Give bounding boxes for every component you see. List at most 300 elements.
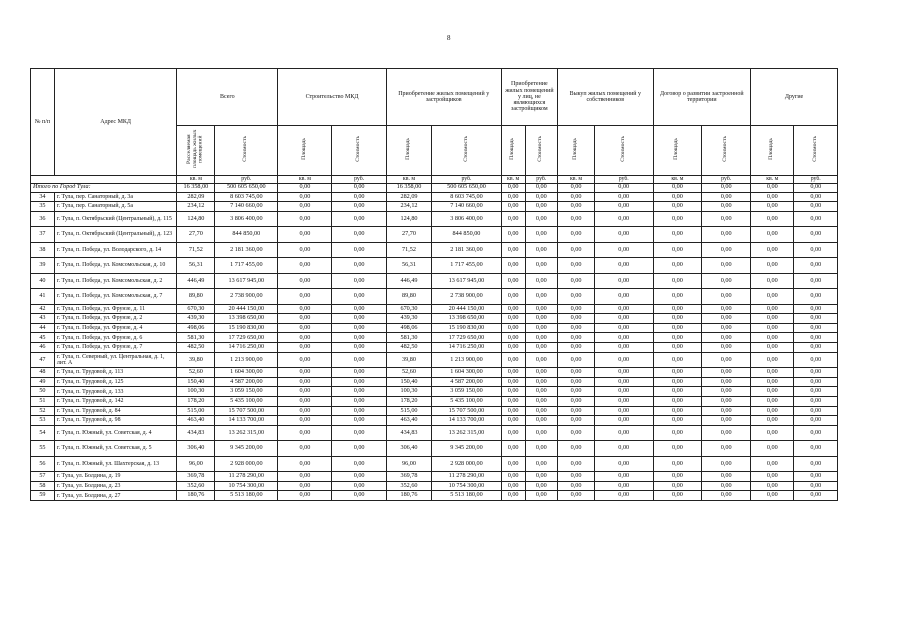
- total-value: 500 605 650,00: [215, 183, 278, 192]
- row-number: 39: [31, 258, 55, 274]
- row-zero-value: 0,00: [525, 211, 558, 227]
- row-zero-value: 0,00: [501, 491, 525, 501]
- row-zero-value: 0,00: [558, 227, 595, 243]
- table-row: [31, 387, 838, 397]
- row-zero-value: 0,00: [702, 258, 751, 274]
- row-developer-cost: 2 928 000,00: [432, 456, 501, 472]
- row-zero-value: 0,00: [751, 396, 794, 406]
- row-zero-value: 0,00: [702, 227, 751, 243]
- row-zero-value: 0,00: [501, 343, 525, 353]
- row-zero-value: 0,00: [501, 472, 525, 482]
- row-zero-value: 0,00: [653, 323, 702, 333]
- row-zero-value: 0,00: [594, 481, 653, 491]
- subheader-cell: Площадь: [653, 126, 702, 176]
- row-zero-value: 0,00: [751, 441, 794, 457]
- row-developer-area: 306,40: [386, 441, 432, 457]
- row-zero-value: 0,00: [751, 227, 794, 243]
- row-zero-value: 0,00: [525, 273, 558, 289]
- row-zero-value: 0,00: [751, 258, 794, 274]
- table-row: [31, 472, 838, 482]
- row-zero-value: 0,00: [751, 314, 794, 324]
- col-num-header: № п/п: [31, 69, 55, 176]
- row-number: 42: [31, 304, 55, 314]
- row-area: 439,30: [177, 314, 215, 324]
- row-cost: 14 716 250,00: [215, 343, 278, 353]
- total-value: 0,00: [525, 183, 558, 192]
- subheader-cell: Стоимость: [594, 126, 653, 176]
- row-developer-area: 124,80: [386, 211, 432, 227]
- row-number: 57: [31, 472, 55, 482]
- row-zero-value: 0,00: [501, 202, 525, 212]
- row-zero-value: 0,00: [653, 368, 702, 378]
- row-construction-cost: 0,00: [332, 211, 386, 227]
- row-developer-area: 39,80: [386, 352, 432, 368]
- row-zero-value: 0,00: [794, 192, 838, 202]
- row-area: 39,80: [177, 352, 215, 368]
- total-value: 0,00: [501, 183, 525, 192]
- row-zero-value: 0,00: [702, 406, 751, 416]
- table-row: [31, 425, 838, 441]
- row-developer-cost: 1 717 455,00: [432, 258, 501, 274]
- row-developer-area: 463,40: [386, 416, 432, 426]
- row-address: г. Тула, п. Октябрьский (Центральный), д. 115: [54, 211, 177, 227]
- row-developer-area: 369,78: [386, 472, 432, 482]
- row-zero-value: 0,00: [558, 289, 595, 305]
- row-zero-value: 0,00: [594, 192, 653, 202]
- row-zero-value: 0,00: [794, 227, 838, 243]
- row-construction-cost: 0,00: [332, 491, 386, 501]
- row-zero-value: 0,00: [653, 314, 702, 324]
- row-zero-value: 0,00: [525, 396, 558, 406]
- row-zero-value: 0,00: [525, 387, 558, 397]
- row-zero-value: 0,00: [525, 491, 558, 501]
- row-zero-value: 0,00: [702, 192, 751, 202]
- row-zero-value: 0,00: [794, 242, 838, 258]
- row-construction-cost: 0,00: [332, 227, 386, 243]
- row-zero-value: 0,00: [702, 377, 751, 387]
- row-construction-area: 0,00: [278, 211, 332, 227]
- row-zero-value: 0,00: [594, 416, 653, 426]
- units-row: [31, 175, 838, 183]
- row-zero-value: 0,00: [501, 258, 525, 274]
- row-area: 482,50: [177, 343, 215, 353]
- total-value: 16 358,00: [177, 183, 215, 192]
- row-zero-value: 0,00: [558, 472, 595, 482]
- row-zero-value: 0,00: [594, 387, 653, 397]
- row-number: 44: [31, 323, 55, 333]
- row-zero-value: 0,00: [653, 352, 702, 368]
- row-zero-value: 0,00: [794, 304, 838, 314]
- row-zero-value: 0,00: [751, 202, 794, 212]
- row-address: г. Тула, п. Победа, ул. Фрунзе, д. 6: [54, 333, 177, 343]
- row-developer-cost: 10 754 300,00: [432, 481, 501, 491]
- row-zero-value: 0,00: [558, 211, 595, 227]
- row-number: 53: [31, 416, 55, 426]
- row-address: г. Тула, п. Трудовой, д. 125: [54, 377, 177, 387]
- row-area: 89,80: [177, 289, 215, 305]
- row-zero-value: 0,00: [751, 211, 794, 227]
- row-construction-area: 0,00: [278, 289, 332, 305]
- row-zero-value: 0,00: [594, 258, 653, 274]
- row-zero-value: 0,00: [794, 491, 838, 501]
- row-number: 40: [31, 273, 55, 289]
- unit-cell: руб.: [702, 175, 751, 183]
- row-area: 434,83: [177, 425, 215, 441]
- row-area: 446,49: [177, 273, 215, 289]
- row-cost: 1 717 455,00: [215, 258, 278, 274]
- row-zero-value: 0,00: [594, 289, 653, 305]
- row-developer-area: 581,30: [386, 333, 432, 343]
- row-zero-value: 0,00: [751, 456, 794, 472]
- unit-cell: руб.: [525, 175, 558, 183]
- row-address: г. Тула, п. Победа, ул. Володарского, д. 14: [54, 242, 177, 258]
- row-zero-value: 0,00: [558, 406, 595, 416]
- row-zero-value: 0,00: [751, 242, 794, 258]
- row-cost: 14 133 700,00: [215, 416, 278, 426]
- row-zero-value: 0,00: [501, 441, 525, 457]
- row-zero-value: 0,00: [525, 377, 558, 387]
- table-row: [31, 456, 838, 472]
- row-number: 58: [31, 481, 55, 491]
- table-row: [31, 377, 838, 387]
- row-zero-value: 0,00: [702, 472, 751, 482]
- row-zero-value: 0,00: [702, 491, 751, 501]
- row-number: 51: [31, 396, 55, 406]
- row-cost: 17 729 650,00: [215, 333, 278, 343]
- row-zero-value: 0,00: [702, 333, 751, 343]
- row-zero-value: 0,00: [794, 368, 838, 378]
- row-area: 52,60: [177, 368, 215, 378]
- unit-cell: кв. м: [278, 175, 332, 183]
- row-developer-area: 180,76: [386, 491, 432, 501]
- row-address: г. Тула, ул. Болдина, д. 19: [54, 472, 177, 482]
- row-zero-value: 0,00: [653, 333, 702, 343]
- row-construction-cost: 0,00: [332, 258, 386, 274]
- table-row: [31, 441, 838, 457]
- row-zero-value: 0,00: [558, 273, 595, 289]
- row-zero-value: 0,00: [751, 343, 794, 353]
- table-row: [31, 258, 838, 274]
- row-cost: 11 278 290,00: [215, 472, 278, 482]
- row-zero-value: 0,00: [594, 472, 653, 482]
- row-zero-value: 0,00: [794, 406, 838, 416]
- unit-cell: руб.: [594, 175, 653, 183]
- row-zero-value: 0,00: [558, 352, 595, 368]
- row-zero-value: 0,00: [702, 352, 751, 368]
- row-zero-value: 0,00: [525, 472, 558, 482]
- row-area: 178,20: [177, 396, 215, 406]
- row-zero-value: 0,00: [702, 387, 751, 397]
- row-developer-cost: 14 133 700,00: [432, 416, 501, 426]
- row-zero-value: 0,00: [702, 211, 751, 227]
- row-cost: 2 181 360,00: [215, 242, 278, 258]
- row-construction-area: 0,00: [278, 202, 332, 212]
- subheader-cell: Стоимость: [525, 126, 558, 176]
- row-area: 463,40: [177, 416, 215, 426]
- unit-cell: руб.: [794, 175, 838, 183]
- row-zero-value: 0,00: [594, 227, 653, 243]
- row-zero-value: 0,00: [702, 481, 751, 491]
- row-zero-value: 0,00: [751, 289, 794, 305]
- row-developer-area: 352,60: [386, 481, 432, 491]
- total-value: 0,00: [278, 183, 332, 192]
- subheader-cell: Расселяемая площадь жилых помещений: [177, 126, 215, 176]
- group-header-development-contract: Договор о развитии застроенной территории: [653, 69, 751, 126]
- row-zero-value: 0,00: [525, 481, 558, 491]
- row-zero-value: 0,00: [525, 289, 558, 305]
- row-zero-value: 0,00: [653, 456, 702, 472]
- row-construction-area: 0,00: [278, 242, 332, 258]
- row-zero-value: 0,00: [594, 273, 653, 289]
- resettlement-table: [30, 68, 838, 501]
- row-zero-value: 0,00: [558, 314, 595, 324]
- row-zero-value: 0,00: [751, 425, 794, 441]
- row-zero-value: 0,00: [751, 491, 794, 501]
- row-construction-area: 0,00: [278, 304, 332, 314]
- row-zero-value: 0,00: [525, 227, 558, 243]
- row-construction-cost: 0,00: [332, 289, 386, 305]
- row-construction-cost: 0,00: [332, 314, 386, 324]
- row-developer-area: 27,70: [386, 227, 432, 243]
- row-zero-value: 0,00: [702, 425, 751, 441]
- row-zero-value: 0,00: [501, 456, 525, 472]
- row-area: 71,52: [177, 242, 215, 258]
- row-zero-value: 0,00: [594, 441, 653, 457]
- col-address-header: Адрес МКД: [54, 69, 177, 176]
- row-zero-value: 0,00: [501, 192, 525, 202]
- group-header-buyout: Выкуп жилых помещений у собственников: [558, 69, 653, 126]
- table-row: [31, 273, 838, 289]
- row-zero-value: 0,00: [594, 323, 653, 333]
- header-row: [31, 69, 838, 126]
- table-row: [31, 192, 838, 202]
- row-address: г. Тула, п. Трудовой, д. 113: [54, 368, 177, 378]
- row-zero-value: 0,00: [558, 377, 595, 387]
- row-number: 52: [31, 406, 55, 416]
- table-row: [31, 211, 838, 227]
- subheader-cell: Стоимость: [794, 126, 838, 176]
- row-address: г. Тула, пер. Санаторный, д. 3а: [54, 192, 177, 202]
- total-row: [31, 183, 838, 192]
- row-zero-value: 0,00: [653, 387, 702, 397]
- row-zero-value: 0,00: [525, 258, 558, 274]
- row-number: 59: [31, 491, 55, 501]
- row-developer-cost: 14 716 250,00: [432, 343, 501, 353]
- row-zero-value: 0,00: [558, 258, 595, 274]
- row-construction-area: 0,00: [278, 491, 332, 501]
- row-zero-value: 0,00: [594, 491, 653, 501]
- row-address: г. Тула, пер. Санаторный, д. 5а: [54, 202, 177, 212]
- row-cost: 9 345 200,00: [215, 441, 278, 457]
- row-address: г. Тула, п. Южный, ул. Советская, д. 4: [54, 425, 177, 441]
- row-zero-value: 0,00: [653, 491, 702, 501]
- row-zero-value: 0,00: [501, 211, 525, 227]
- row-zero-value: 0,00: [751, 273, 794, 289]
- row-construction-cost: 0,00: [332, 472, 386, 482]
- subheader-cell: Площадь: [501, 126, 525, 176]
- unit-cell: руб.: [432, 175, 501, 183]
- row-construction-area: 0,00: [278, 323, 332, 333]
- subheader-cell: Стоимость: [702, 126, 751, 176]
- row-zero-value: 0,00: [653, 227, 702, 243]
- row-zero-value: 0,00: [702, 368, 751, 378]
- row-cost: 10 754 300,00: [215, 481, 278, 491]
- unit-cell: руб.: [332, 175, 386, 183]
- row-developer-cost: 1 213 900,00: [432, 352, 501, 368]
- row-zero-value: 0,00: [525, 304, 558, 314]
- row-developer-cost: 4 587 200,00: [432, 377, 501, 387]
- total-value: 16 358,00: [386, 183, 432, 192]
- row-area: 498,06: [177, 323, 215, 333]
- row-cost: 1 604 300,00: [215, 368, 278, 378]
- row-developer-cost: 11 278 290,00: [432, 472, 501, 482]
- row-zero-value: 0,00: [525, 406, 558, 416]
- row-zero-value: 0,00: [794, 481, 838, 491]
- row-zero-value: 0,00: [594, 211, 653, 227]
- row-address: г. Тула, п. Победа, ул. Фрунзе, д. 7: [54, 343, 177, 353]
- row-cost: 13 398 650,00: [215, 314, 278, 324]
- row-zero-value: 0,00: [558, 491, 595, 501]
- subheader-cell: Стоимость: [432, 126, 501, 176]
- row-address: г. Тула, п. Победа, ул. Фрунзе, д. 4: [54, 323, 177, 333]
- row-zero-value: 0,00: [653, 396, 702, 406]
- row-developer-area: 439,30: [386, 314, 432, 324]
- group-header-total: Всего: [177, 69, 278, 126]
- row-zero-value: 0,00: [501, 242, 525, 258]
- row-number: 48: [31, 368, 55, 378]
- row-area: 670,30: [177, 304, 215, 314]
- row-construction-area: 0,00: [278, 441, 332, 457]
- row-number: 45: [31, 333, 55, 343]
- row-address: г. Тула, п. Победа, ул. Фрунзе, д. 2: [54, 314, 177, 324]
- row-area: 150,40: [177, 377, 215, 387]
- row-construction-area: 0,00: [278, 425, 332, 441]
- row-zero-value: 0,00: [525, 425, 558, 441]
- table-row: [31, 242, 838, 258]
- row-address: г. Тула, п. Победа, ул. Комсомольская, д. 10: [54, 258, 177, 274]
- row-developer-area: 434,83: [386, 425, 432, 441]
- row-number: 43: [31, 314, 55, 324]
- row-zero-value: 0,00: [525, 368, 558, 378]
- row-zero-value: 0,00: [558, 441, 595, 457]
- row-zero-value: 0,00: [794, 441, 838, 457]
- row-zero-value: 0,00: [558, 343, 595, 353]
- row-developer-cost: 13 617 945,00: [432, 273, 501, 289]
- row-developer-cost: 1 604 300,00: [432, 368, 501, 378]
- row-zero-value: 0,00: [653, 416, 702, 426]
- row-zero-value: 0,00: [794, 211, 838, 227]
- row-cost: 1 213 900,00: [215, 352, 278, 368]
- row-construction-area: 0,00: [278, 416, 332, 426]
- row-zero-value: 0,00: [653, 289, 702, 305]
- row-cost: 15 707 500,00: [215, 406, 278, 416]
- page-number: 8: [447, 34, 451, 42]
- row-zero-value: 0,00: [558, 333, 595, 343]
- row-address: г. Тула, п. Южный, ул. Советская, д. 5: [54, 441, 177, 457]
- row-developer-area: 515,00: [386, 406, 432, 416]
- row-zero-value: 0,00: [501, 396, 525, 406]
- row-construction-area: 0,00: [278, 406, 332, 416]
- row-zero-value: 0,00: [794, 387, 838, 397]
- row-zero-value: 0,00: [794, 472, 838, 482]
- row-cost: 5 435 100,00: [215, 396, 278, 406]
- row-zero-value: 0,00: [653, 406, 702, 416]
- row-zero-value: 0,00: [794, 343, 838, 353]
- row-zero-value: 0,00: [558, 416, 595, 426]
- row-zero-value: 0,00: [702, 314, 751, 324]
- row-developer-cost: 17 729 650,00: [432, 333, 501, 343]
- row-construction-cost: 0,00: [332, 368, 386, 378]
- row-zero-value: 0,00: [653, 242, 702, 258]
- group-header-developer-purchase: Приобретение жилых помещений у застройщиков: [386, 69, 501, 126]
- row-zero-value: 0,00: [525, 314, 558, 324]
- row-construction-area: 0,00: [278, 456, 332, 472]
- row-zero-value: 0,00: [594, 202, 653, 212]
- total-label: Итого по Город Тула:: [31, 183, 177, 192]
- group-header-other-purchase: Приобретение жилых помещений у лиц, не являющихся застройщиком: [501, 69, 557, 126]
- row-developer-cost: 13 262 315,00: [432, 425, 501, 441]
- subheader-cell: Площадь: [558, 126, 595, 176]
- group-header-other: Другие: [751, 69, 838, 126]
- row-zero-value: 0,00: [525, 352, 558, 368]
- row-developer-area: 670,30: [386, 304, 432, 314]
- total-value: 0,00: [594, 183, 653, 192]
- row-zero-value: 0,00: [653, 192, 702, 202]
- table-row: [31, 396, 838, 406]
- row-developer-area: 56,31: [386, 258, 432, 274]
- row-construction-area: 0,00: [278, 472, 332, 482]
- row-zero-value: 0,00: [501, 481, 525, 491]
- table-row: [31, 314, 838, 324]
- row-zero-value: 0,00: [594, 368, 653, 378]
- row-address: г. Тула, п. Северный, ул. Центральная, д. 1, лит. А: [54, 352, 177, 368]
- row-developer-cost: 5 513 180,00: [432, 491, 501, 501]
- row-zero-value: 0,00: [794, 289, 838, 305]
- row-developer-cost: 5 435 100,00: [432, 396, 501, 406]
- row-construction-cost: 0,00: [332, 441, 386, 457]
- row-construction-area: 0,00: [278, 314, 332, 324]
- total-value: 0,00: [702, 183, 751, 192]
- row-cost: 20 444 150,00: [215, 304, 278, 314]
- row-zero-value: 0,00: [794, 416, 838, 426]
- row-address: г. Тула, п. Трудовой, д. 84: [54, 406, 177, 416]
- row-construction-cost: 0,00: [332, 481, 386, 491]
- row-developer-area: 178,20: [386, 396, 432, 406]
- row-number: 54: [31, 425, 55, 441]
- row-zero-value: 0,00: [702, 202, 751, 212]
- table-row: [31, 491, 838, 501]
- row-zero-value: 0,00: [594, 333, 653, 343]
- row-developer-cost: 3 059 150,00: [432, 387, 501, 397]
- row-number: 47: [31, 352, 55, 368]
- row-zero-value: 0,00: [501, 273, 525, 289]
- row-area: 515,00: [177, 406, 215, 416]
- row-address: г. Тула, п. Южный, ул. Шахтерская, д. 13: [54, 456, 177, 472]
- row-zero-value: 0,00: [702, 416, 751, 426]
- row-address: г. Тула, п. Октябрьский (Центральный), д. 123: [54, 227, 177, 243]
- table-row: [31, 406, 838, 416]
- table-row: [31, 333, 838, 343]
- row-zero-value: 0,00: [794, 425, 838, 441]
- row-zero-value: 0,00: [594, 304, 653, 314]
- row-construction-area: 0,00: [278, 343, 332, 353]
- row-developer-cost: 7 140 660,00: [432, 202, 501, 212]
- table-row: [31, 416, 838, 426]
- row-number: 35: [31, 202, 55, 212]
- row-zero-value: 0,00: [751, 368, 794, 378]
- row-construction-area: 0,00: [278, 227, 332, 243]
- row-zero-value: 0,00: [653, 425, 702, 441]
